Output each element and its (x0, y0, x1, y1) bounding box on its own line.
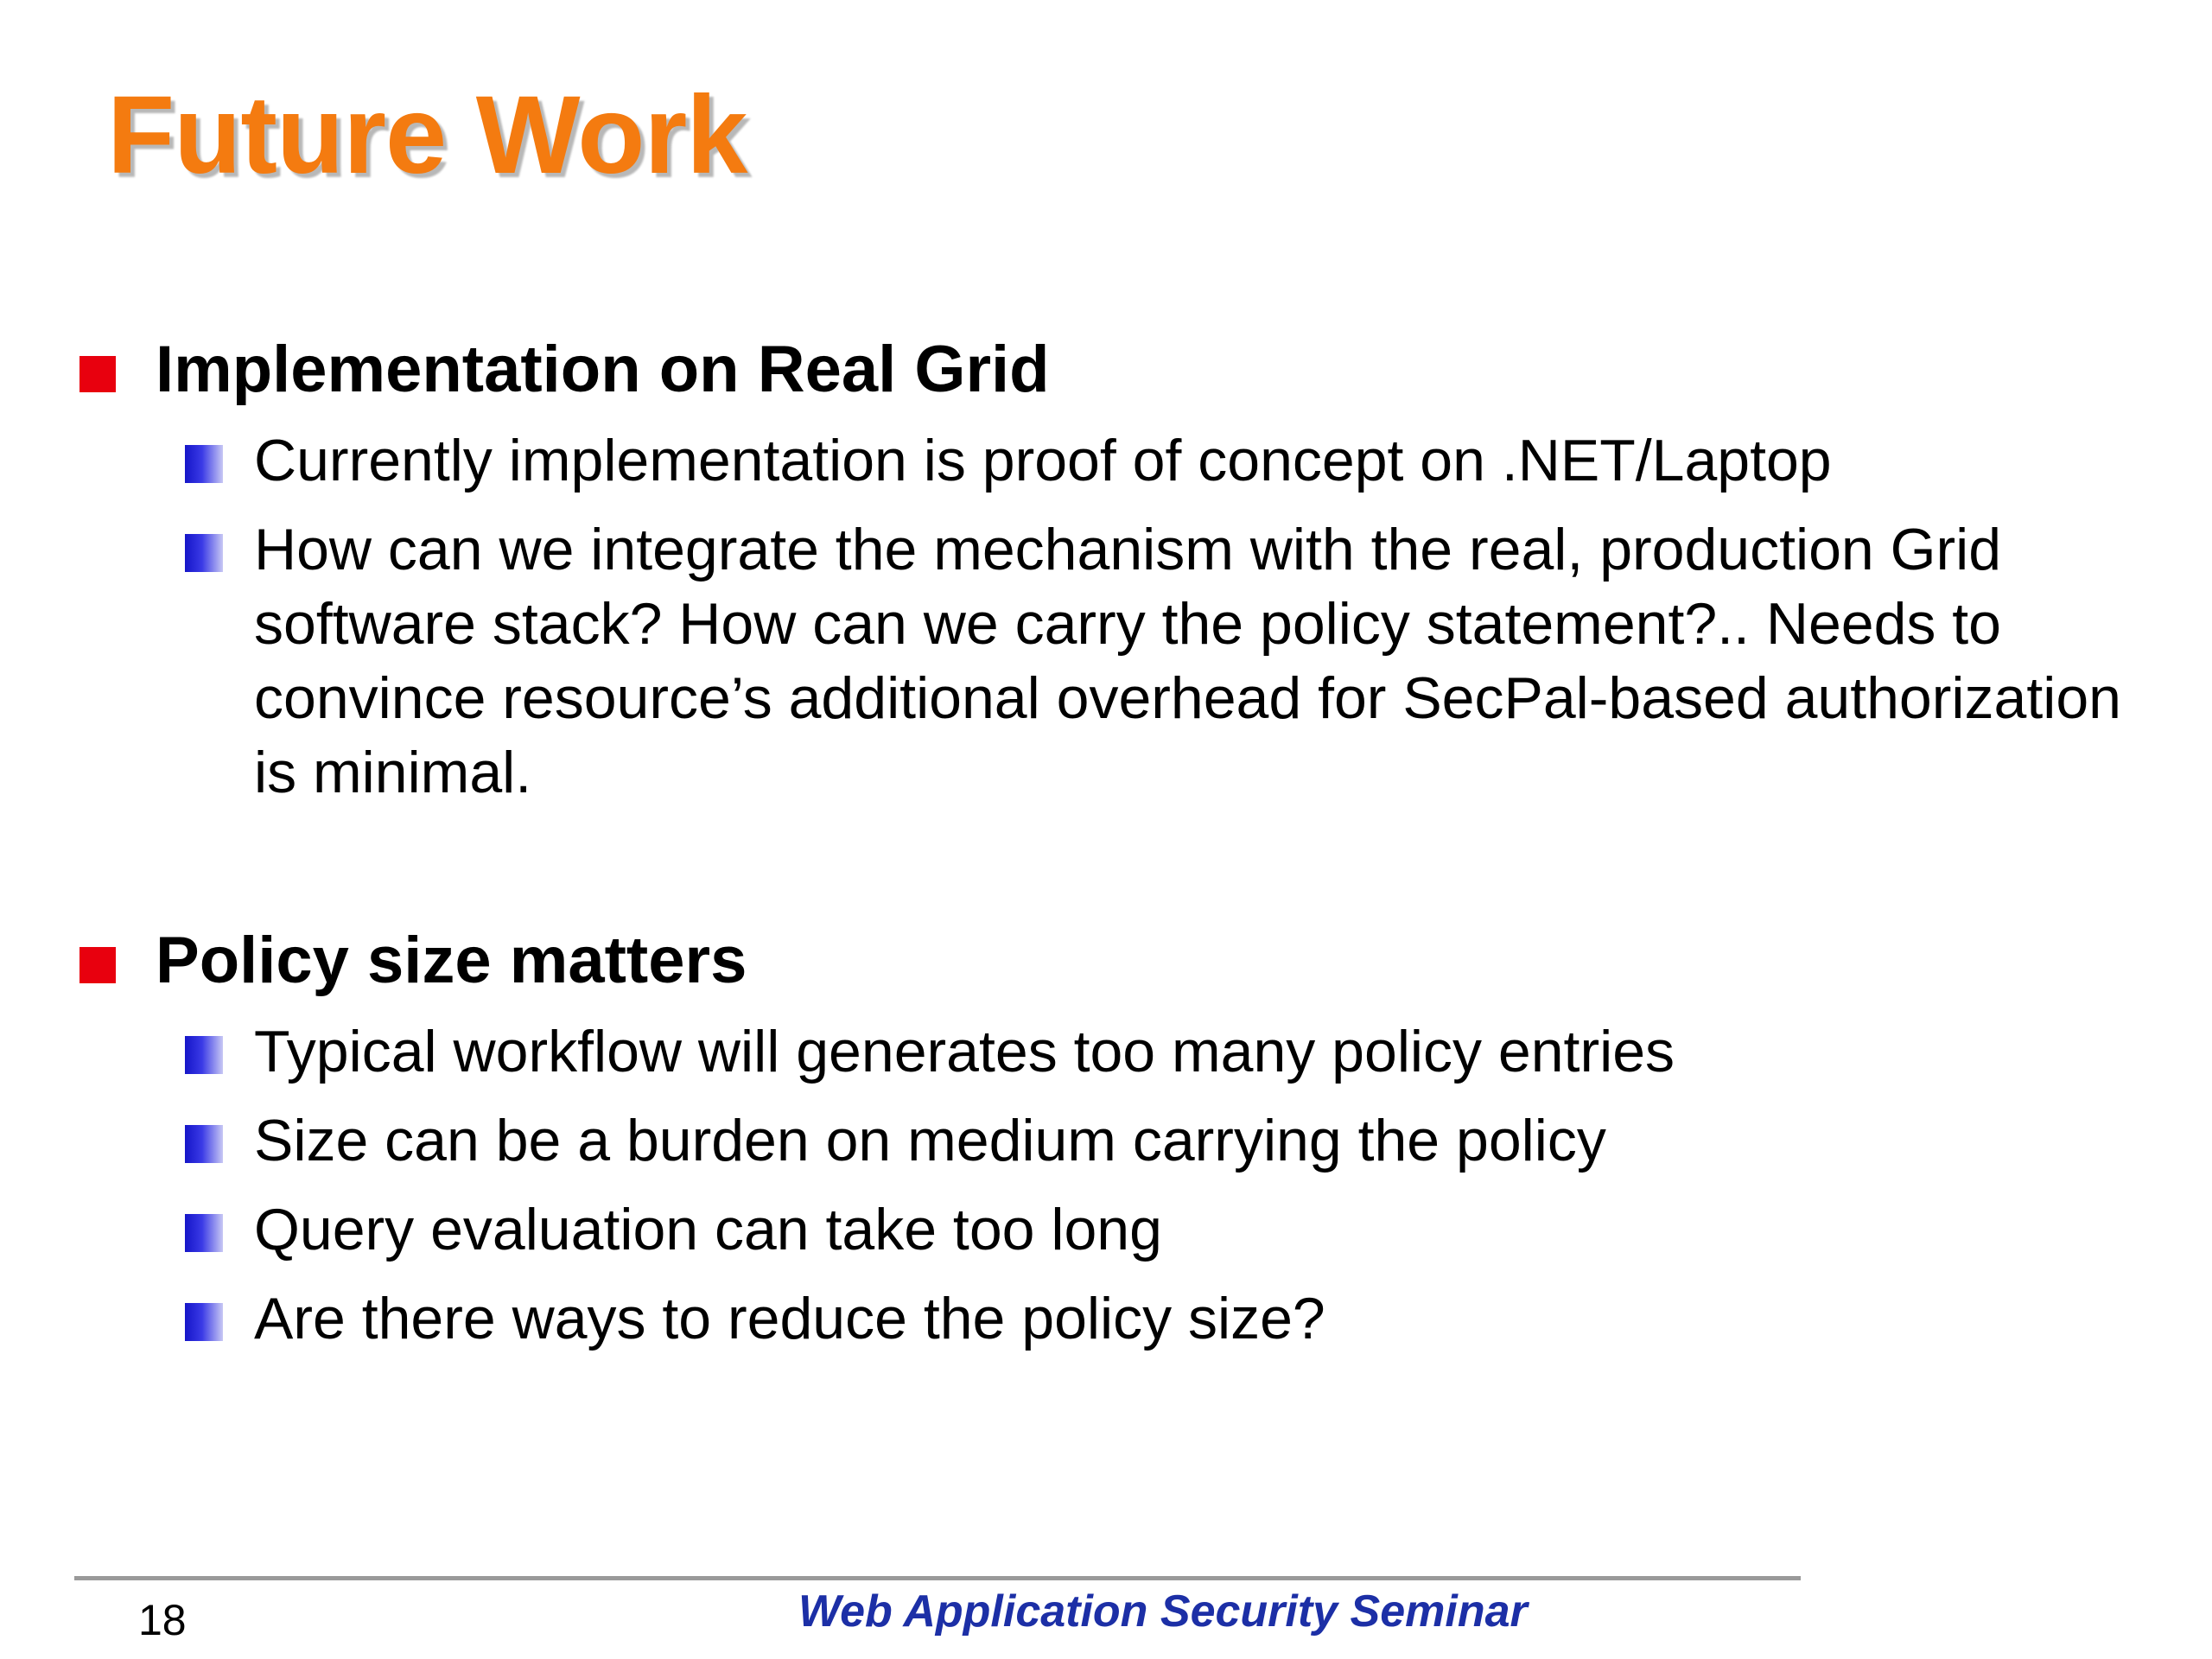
square-bullet-icon (185, 1125, 223, 1163)
bullet-text: How can we integrate the mechanism with the real, production Grid software stack? How can we carry the policy statement?.. Needs to convince resource’s additional overhead for SecPal-based authorization is minimal. (254, 517, 2121, 805)
square-bullet-icon (185, 445, 223, 483)
footer-divider (74, 1576, 1801, 1580)
slide-title: Future Work (107, 73, 747, 197)
section-heading (0, 327, 2212, 413)
bullet-item (0, 1281, 2212, 1356)
bullet-text: Currently implementation is proof of concept on .NET/Laptop (254, 428, 1832, 493)
section-policy-size (0, 918, 2212, 1356)
square-bullet-icon (79, 947, 116, 983)
square-bullet-icon (185, 1214, 223, 1252)
bullet-item (0, 423, 2212, 498)
bullet-item (0, 512, 2212, 810)
bullet-text: Are there ways to reduce the policy size? (254, 1286, 1325, 1351)
bullet-text: Typical workflow will generates too many policy entries (254, 1019, 1675, 1084)
square-bullet-icon (185, 1036, 223, 1074)
section-heading-text: Implementation on Real Grid (156, 333, 1050, 406)
square-bullet-icon (185, 534, 223, 572)
page-number: 18 (138, 1596, 187, 1644)
bullet-item (0, 1103, 2212, 1178)
section-heading (0, 918, 2212, 1004)
section-heading-text: Policy size matters (156, 924, 747, 997)
footer-title: Web Application Security Seminar (798, 1586, 1528, 1637)
square-bullet-icon (79, 356, 116, 392)
square-bullet-icon (185, 1303, 223, 1341)
bullet-text: Query evaluation can take too long (254, 1197, 1162, 1262)
bullet-item (0, 1192, 2212, 1267)
bullet-text: Size can be a burden on medium carrying the policy (254, 1108, 1606, 1173)
section-implementation (0, 327, 2212, 810)
bullet-item (0, 1014, 2212, 1089)
